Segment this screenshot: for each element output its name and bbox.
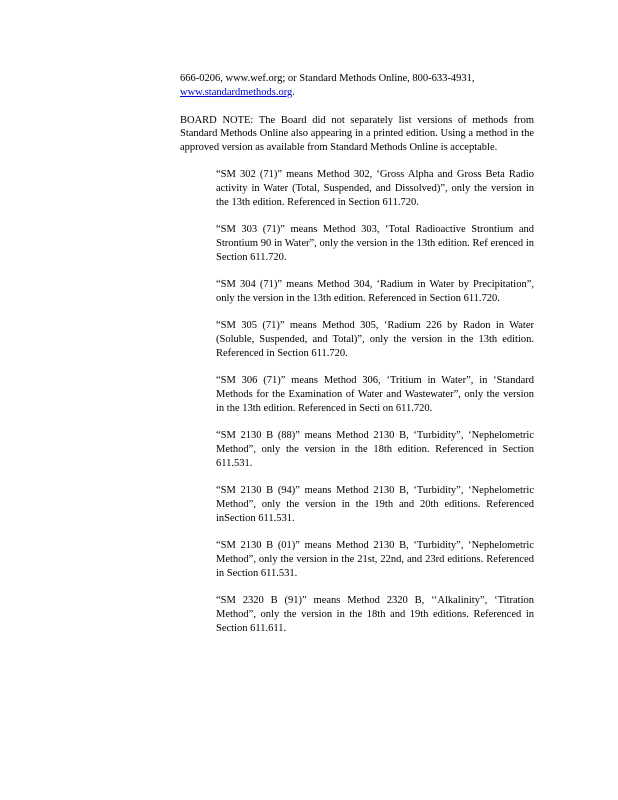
intro-contact-line: 666-0206, www.wef.org; or Standard Methods Online, 800-633-4931, — [180, 73, 475, 84]
definition-sm-2130b-94: “SM 2130 B (94)” means Method 2130 B, ‘Turbidity”, ‘Nephelometric Method”, only the version in the 19th and 20th editions. Referenced inSection 611.531. — [216, 485, 534, 524]
definition-sm-303: “SM 303 (71)” means Method 303, ‘Total Radioactive Strontium and Strontium 90 in Water”, only the version in the 13th edition. Ref erenced in Section 611.720. — [216, 223, 534, 263]
definitions-list — [216, 168, 534, 635]
intro-paragraph — [180, 72, 534, 100]
intro-link-tail: . — [292, 86, 295, 98]
definition-sm-2130b-01: “SM 2130 B (01)” means Method 2130 B, ‘Turbidity”, ‘Nephelometric Method”, only the version in the 21st, 22nd, and 23rd editions. Referenced in Section 611.531. — [216, 540, 534, 579]
definition-sm-306: “SM 306 (71)” means Method 306, ‘Tritium in Water”, in ‘Standard Methods for the Examination of Water and Wastewater”, only the version in the 13th edition. Referenced in Secti on 611.720. — [216, 375, 534, 414]
definition-sm-304: “SM 304 (71)” means Method 304, ‘Radium in Water by Precipitation”, only the version in the 13th edition. Referenced in Section 611.720. — [216, 278, 534, 304]
document-body — [180, 72, 534, 649]
definition-sm-305: “SM 305 (71)” means Method 305, ‘Radium 226 by Radon in Water (Soluble, Suspended, and Total)”, only the version in the 13th edition. Referenced in Section 611.720. — [216, 320, 534, 359]
definition-sm-2320b-91: “SM 2320 B (91)” means Method 2320 B, ‘‘Alkalinity”, ‘Titration Method”, only the version in the 18th and 19th editions. Referenced in Section 611.611. — [216, 595, 534, 634]
definition-sm-2130b-88: “SM 2130 B (88)” means Method 2130 B, ‘Turbidity”, ‘Nephelometric Method”, only the version in the 18th edition. Referenced in Section 611.531. — [216, 430, 534, 469]
definition-sm-302: “SM 302 (71)” means Method 302, ‘Gross Alpha and Gross Beta Radio activity in Water (Total, Suspended, and Dissolved)”, only the version in the 13th edition. Referenced in Section 611.720. — [216, 168, 534, 208]
board-note: BOARD NOTE: The Board did not separately list versions of methods from Standard Methods Online also appearing in a printed edition. Using a method in the approved version as available from Standard Methods Online is acceptable. — [180, 114, 534, 154]
standard-methods-link[interactable]: www.standardmethods.org — [180, 86, 293, 98]
